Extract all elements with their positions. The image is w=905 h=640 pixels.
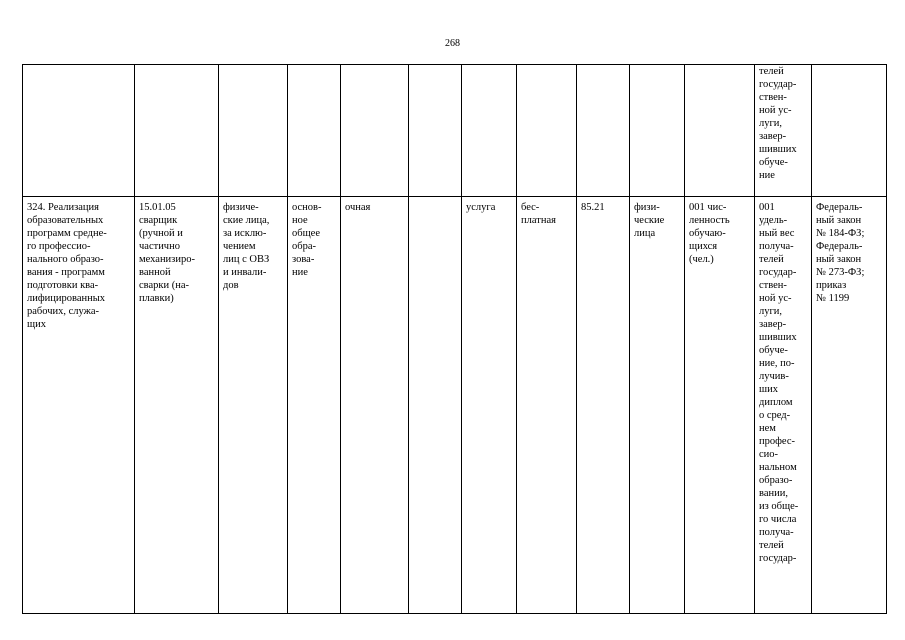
type-cell: услуга (462, 197, 517, 614)
cell (685, 65, 755, 197)
cell (409, 65, 462, 197)
cell (812, 65, 887, 197)
cell (630, 65, 685, 197)
cell (577, 65, 630, 197)
form-cell: очная (341, 197, 409, 614)
indicator-cell: 001 чис- ленность обучаю- щихся (чел.) (685, 197, 755, 614)
quality-indicator-cell: 001 удель- ный вес получа- телей государ- ствен- ной ус- луги, завер- шивших обуче- ние, по- лучив- ших диплом о сред- нем профес- сио- нальном образо- вании, из обще- го числа получа- телей государ- (755, 197, 812, 614)
cell (517, 65, 577, 197)
education-base-cell: основ- ное общее обра- зова- ние (288, 197, 341, 614)
recipients-cell: физи- ческие лица (630, 197, 685, 614)
continuation-row (23, 65, 887, 197)
cell (135, 65, 219, 197)
table-row (23, 197, 887, 614)
legal-basis-cell: Федераль- ный закон № 184-ФЗ; Федераль- ный закон № 273-ФЗ; приказ № 1199 (812, 197, 887, 614)
cell (23, 65, 135, 197)
okved-cell: 85.21 (577, 197, 630, 614)
cell (462, 65, 517, 197)
profession-cell: 15.01.05 сварщик (ручной и частично механизиро- ванной сварки (на- плавки) (135, 197, 219, 614)
cell (341, 65, 409, 197)
consumers-cell: физиче- ские лица, за исклю- чением лиц с ОВЗ и инвали- дов (219, 197, 288, 614)
cell (219, 65, 288, 197)
continued-quality-indicator: телей государ- ствен- ной ус- луги, завер- шивших обуче- ние (755, 65, 812, 197)
payment-cell: бес- платная (517, 197, 577, 614)
cell (288, 65, 341, 197)
page-number: 268 (445, 38, 460, 49)
service-name-cell: 324. Реализация образовательных программ средне- го профессио- нального образо- вания - программ подготовки ква- лифицированных рабочих, служа- щих (23, 197, 135, 614)
services-table (22, 64, 887, 614)
empty-cell (409, 197, 462, 614)
